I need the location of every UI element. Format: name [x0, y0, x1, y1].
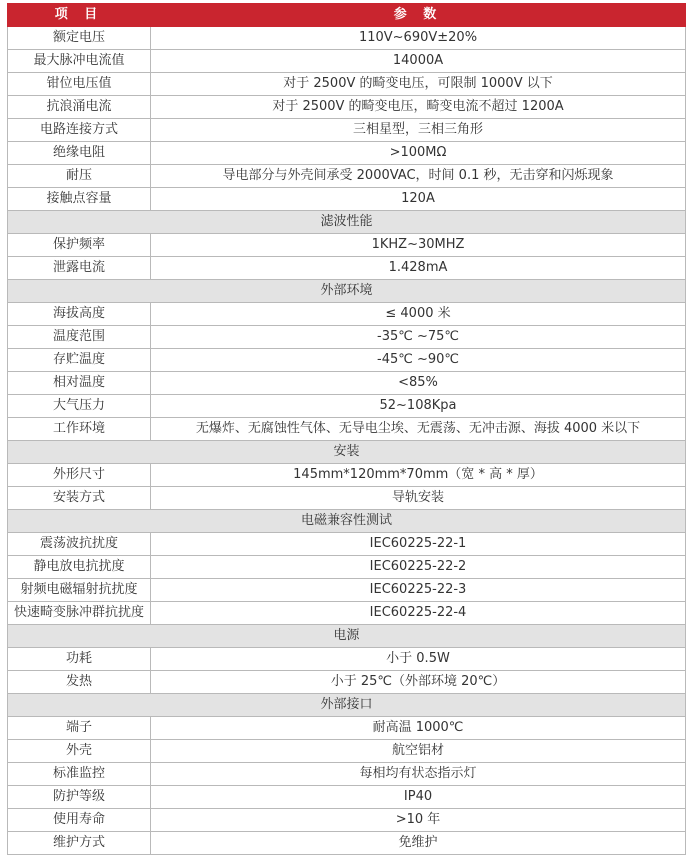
section-title: 安装	[8, 441, 686, 464]
row-value: IEC60225-22-2	[151, 556, 686, 579]
section-title: 外部环境	[8, 280, 686, 303]
row-value: IEC60225-22-1	[151, 533, 686, 556]
row-label: 绝缘电阻	[8, 142, 151, 165]
row-value: 52~108Kpa	[151, 395, 686, 418]
row-label: 保护频率	[8, 234, 151, 257]
header-row	[8, 4, 686, 27]
row-label: 外壳	[8, 740, 151, 763]
row-value: 免维护	[151, 832, 686, 855]
table-row	[8, 740, 686, 763]
row-value: 无爆炸、无腐蚀性气体、无导电尘埃、无震荡、无冲击源、海拔 4000 米以下	[151, 418, 686, 441]
section-header-row	[8, 211, 686, 234]
row-label: 温度范围	[8, 326, 151, 349]
row-label: 钳位电压值	[8, 73, 151, 96]
table-row	[8, 556, 686, 579]
row-label: 存贮温度	[8, 349, 151, 372]
section-header-row	[8, 280, 686, 303]
row-label: 工作环境	[8, 418, 151, 441]
section-header-row	[8, 510, 686, 533]
section-header-row	[8, 625, 686, 648]
table-row	[8, 602, 686, 625]
row-label: 最大脉冲电流值	[8, 50, 151, 73]
row-value: 耐高温 1000℃	[151, 717, 686, 740]
row-value: 1KHZ~30MHZ	[151, 234, 686, 257]
row-label: 安装方式	[8, 487, 151, 510]
row-value: 航空铝材	[151, 740, 686, 763]
row-value: 三相星型，三相三角形	[151, 119, 686, 142]
row-value: 小于 0.5W	[151, 648, 686, 671]
table-row	[8, 27, 686, 50]
table-row	[8, 165, 686, 188]
table-row	[8, 142, 686, 165]
row-label: 电路连接方式	[8, 119, 151, 142]
row-value: 1.428mA	[151, 257, 686, 280]
row-value: 120A	[151, 188, 686, 211]
table-row	[8, 809, 686, 832]
row-value: 每相均有状态指示灯	[151, 763, 686, 786]
row-value: <85%	[151, 372, 686, 395]
section-title: 电源	[8, 625, 686, 648]
table-row	[8, 119, 686, 142]
spec-table	[7, 3, 686, 855]
row-label: 射频电磁辐射抗扰度	[8, 579, 151, 602]
row-label: 海拔高度	[8, 303, 151, 326]
row-label: 使用寿命	[8, 809, 151, 832]
row-value: IEC60225-22-3	[151, 579, 686, 602]
row-value: 110V~690V±20%	[151, 27, 686, 50]
table-row	[8, 234, 686, 257]
row-value: 145mm*120mm*70mm（宽 * 高 * 厚）	[151, 464, 686, 487]
row-value: 小于 25℃（外部环境 20℃）	[151, 671, 686, 694]
table-row	[8, 372, 686, 395]
row-label: 额定电压	[8, 27, 151, 50]
section-header-row	[8, 694, 686, 717]
row-value: 对于 2500V 的畸变电压，畸变电流不超过 1200A	[151, 96, 686, 119]
table-row	[8, 763, 686, 786]
row-value: 导电部分与外壳间承受 2000VAC，时间 0.1 秒，无击穿和闪烁现象	[151, 165, 686, 188]
row-value: 14000A	[151, 50, 686, 73]
table-row	[8, 418, 686, 441]
table-row	[8, 257, 686, 280]
row-label: 外形尺寸	[8, 464, 151, 487]
table-row	[8, 50, 686, 73]
row-label: 震荡波抗扰度	[8, 533, 151, 556]
row-label: 抗浪涌电流	[8, 96, 151, 119]
row-value: -45℃ ~90℃	[151, 349, 686, 372]
table-row	[8, 188, 686, 211]
row-label: 静电放电抗扰度	[8, 556, 151, 579]
table-row	[8, 786, 686, 809]
table-row	[8, 832, 686, 855]
table-row	[8, 464, 686, 487]
table-row	[8, 717, 686, 740]
row-value: >10 年	[151, 809, 686, 832]
row-label: 维护方式	[8, 832, 151, 855]
section-title: 电磁兼容性测试	[8, 510, 686, 533]
section-title: 滤波性能	[8, 211, 686, 234]
row-value: IEC60225-22-4	[151, 602, 686, 625]
table-row	[8, 395, 686, 418]
section-header-row	[8, 441, 686, 464]
table-row	[8, 303, 686, 326]
table-row	[8, 671, 686, 694]
header-param: 参 数	[151, 4, 686, 27]
table-row	[8, 96, 686, 119]
table-row	[8, 326, 686, 349]
table-header	[8, 4, 686, 27]
row-label: 防护等级	[8, 786, 151, 809]
row-label: 端子	[8, 717, 151, 740]
table-row	[8, 579, 686, 602]
row-value: 对于 2500V 的畸变电压，可限制 1000V 以下	[151, 73, 686, 96]
row-label: 相对温度	[8, 372, 151, 395]
table-row	[8, 73, 686, 96]
table-row	[8, 648, 686, 671]
row-label: 接触点容量	[8, 188, 151, 211]
header-item: 项 目	[8, 4, 151, 27]
table-row	[8, 533, 686, 556]
row-label: 泄露电流	[8, 257, 151, 280]
row-label: 大气压力	[8, 395, 151, 418]
row-label: 发热	[8, 671, 151, 694]
table-body	[8, 27, 686, 855]
row-value: ≤ 4000 米	[151, 303, 686, 326]
table-row	[8, 349, 686, 372]
row-label: 耐压	[8, 165, 151, 188]
table-row	[8, 487, 686, 510]
section-title: 外部接口	[8, 694, 686, 717]
row-value: 导轨安装	[151, 487, 686, 510]
row-value: IP40	[151, 786, 686, 809]
row-label: 标准监控	[8, 763, 151, 786]
row-label: 快速畸变脉冲群抗扰度	[8, 602, 151, 625]
row-value: >100MΩ	[151, 142, 686, 165]
row-label: 功耗	[8, 648, 151, 671]
row-value: -35℃ ~75℃	[151, 326, 686, 349]
